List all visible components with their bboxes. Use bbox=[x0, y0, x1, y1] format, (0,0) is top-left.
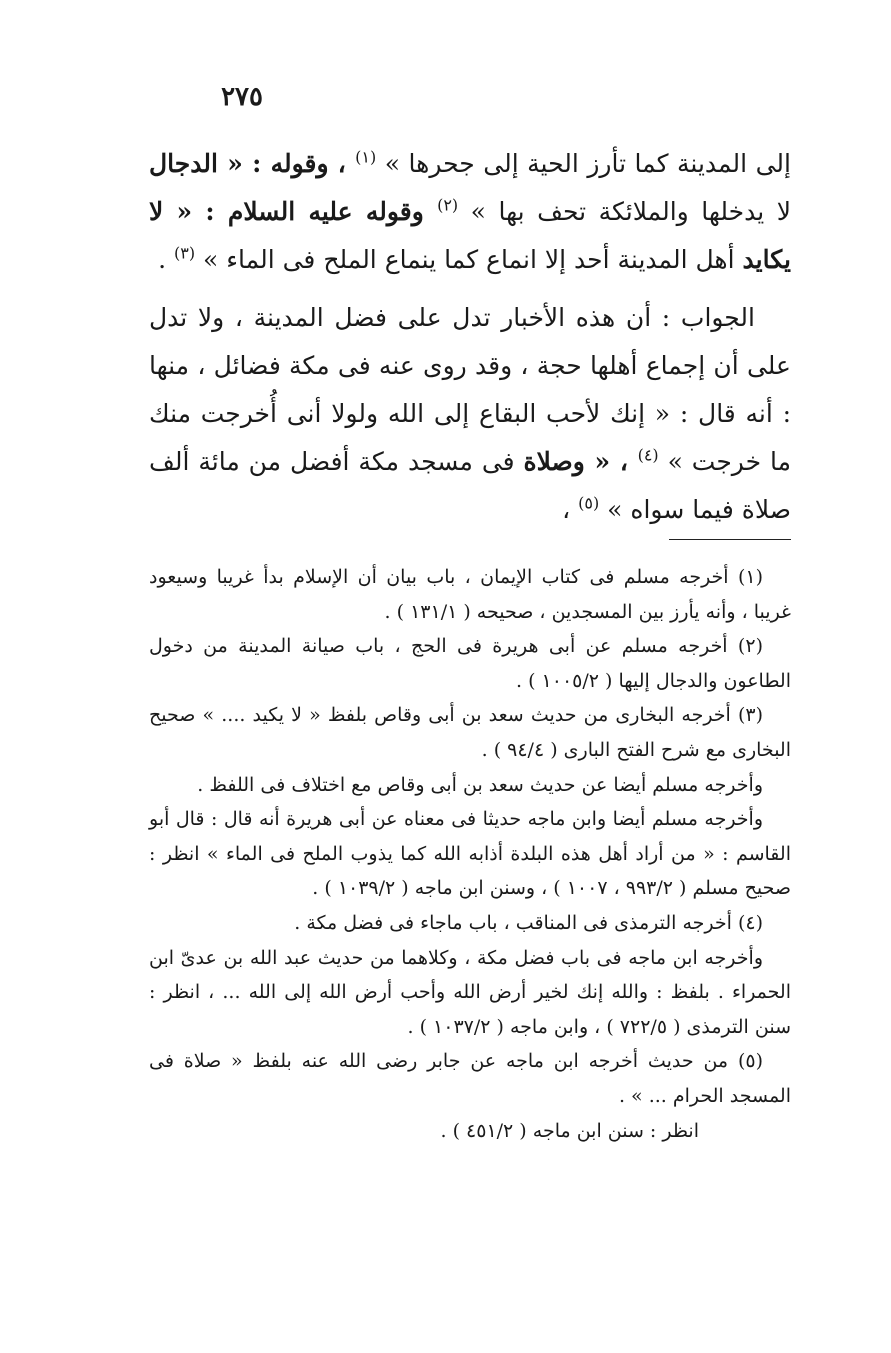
footnote-ref-1[interactable]: (١) bbox=[355, 147, 377, 167]
main-text-segment: ، bbox=[562, 495, 579, 524]
footnote-ref-5[interactable]: (٥) bbox=[578, 493, 600, 513]
main-text-segment: الجواب : أن هذه الأخبار تدل على فضل المدينة ، ولا تدل على أن bbox=[149, 303, 791, 380]
footnotes bbox=[149, 560, 791, 1148]
footnote-3-continuation: وأخرجه مسلم أيضا وابن ماجه حديثا فى معناه عن أبى هريرة أنه قال : قال أبو القاسم : « من أراد أهل هذه البلدة أذابه الله كما يذوب الملح فى الماء » انظر : صحيح مسلم ( ٩٩٣/٢ ، ١٠٠٧ ) ، وسنن ابن ماجه ( ١٠٣٩/٢ ) . bbox=[149, 808, 791, 900]
main-paragraph-answer bbox=[149, 294, 791, 534]
footnote-4-continuation: وأخرجه ابن ماجه فى باب فضل مكة ، وكلاهما من حديث عبد الله بن عدىّ ابن الحمراء . بلفظ : والله إنك لخير أرض الله وأحب أرض الله إلى الله ... ، انظر : سنن الترمذى ( ٧٢٢/٥ ) ، وابن ماجه ( ١٠٣٧/٢ ) . bbox=[149, 946, 791, 1038]
footnote-ref-3[interactable]: (٣) bbox=[173, 243, 196, 263]
main-text-segment: . bbox=[158, 245, 174, 274]
main-text-segment: ، « وصلاة bbox=[523, 447, 638, 476]
main-text-segment: إلى المدينة كما تأرز الحية إلى جحرها » bbox=[376, 149, 791, 178]
footnote-divider bbox=[669, 539, 791, 540]
main-text-segment: لأحب البقاع إلى الله ولولا أنى أُخرجت منك ما خرجت » bbox=[149, 399, 791, 476]
main-text bbox=[149, 140, 791, 534]
main-text-segment: أهل المدينة أحد إلا انماع كما ينماع الملح فى الماء » bbox=[195, 245, 735, 274]
main-text-segment: فى مسجد مكة أفضل من مائة ألف صلاة فيما سواه » bbox=[149, 447, 791, 524]
footnote-3: (٣) أخرجه البخارى من حديث سعد بن أبى وقاص بلفظ « لا يكيد .... » صحيح البخارى مع شرح الفتح البارى ( ٩٤/٤ ) . bbox=[149, 704, 791, 761]
main-paragraph-continuation bbox=[149, 140, 791, 284]
footnote-ref-4[interactable]: (٤) bbox=[637, 445, 659, 465]
footnote-4: (٤) أخرجه الترمذى فى المناقب ، باب ماجاء فى فضل مكة . bbox=[294, 911, 763, 934]
main-text-segment: ، وقوله : « الدجال bbox=[149, 149, 356, 178]
footnote-5: (٥) من حديث أخرجه ابن ماجه عن جابر رضى الله عنه بلفظ « صلاة فى المسجد الحرام ... » . bbox=[149, 1050, 791, 1107]
main-text-segment: إجماع أهلها حجة ، وقد روى عنه فى مكة فضائل ، منها : أنه قال : « إنك bbox=[149, 351, 792, 428]
footnote-1: (١) أخرجه مسلم فى كتاب الإيمان ، باب بيان أن الإسلام بدأ غريبا وسيعود غريبا ، وأنه يأرز بين المسجدين ، صحيحه ( ١٣١/١ ) . bbox=[149, 566, 791, 623]
page-number: ٢٧٥ bbox=[221, 82, 263, 112]
main-text-segment: لا يدخلها والملائكة تحف بها » bbox=[458, 197, 791, 226]
footnote-2: (٢) أخرجه مسلم عن أبى هريرة فى الحج ، باب صيانة المدينة من دخول الطاعون والدجال إليها ( ١٠٠٥/٢ ) . bbox=[149, 635, 791, 692]
footnote-3-continuation: وأخرجه مسلم أيضا عن حديث سعد بن أبى وقاص مع اختلاف فى اللفظ . bbox=[197, 773, 763, 796]
footnote-ref-2[interactable]: (٢) bbox=[437, 195, 459, 215]
footnote-5-continuation: انظر : سنن ابن ماجه ( ٤٥١/٢ ) . bbox=[440, 1119, 699, 1142]
main-text-segment: وقوله عليه السلام : « لا يكايد bbox=[149, 197, 791, 274]
